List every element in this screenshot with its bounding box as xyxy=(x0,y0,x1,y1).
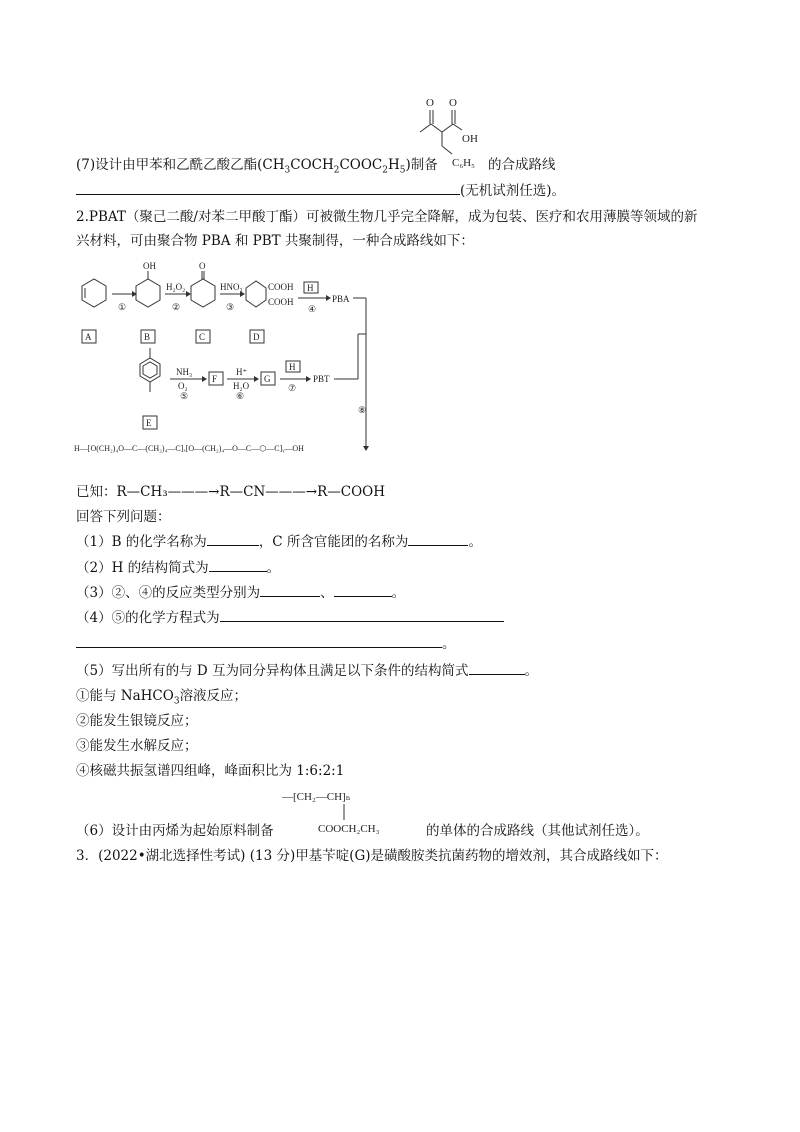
answer-blank[interactable] xyxy=(207,531,259,546)
question-4: （4）⑤的化学方程式为 xyxy=(76,607,504,628)
condition-4: ④核磁共振氢谱四组峰，峰面积比为 1:6:2:1 xyxy=(76,763,345,779)
svg-text:PBA: PBA xyxy=(332,294,350,304)
prompt: 回答下列问题： xyxy=(76,509,171,525)
svg-text:③: ③ xyxy=(226,302,235,312)
answer-blank[interactable] xyxy=(260,582,320,597)
svg-text:①: ① xyxy=(118,302,127,312)
known-rule: 已知：R—CH₃———→R—CN———→R—COOH xyxy=(76,484,386,500)
svg-text:O: O xyxy=(199,261,206,271)
pbat-polymer: H—[O(CH₂)₄O—C—(CH₂)₄—C]ₓ[O—(CH₂)₄—O—C—⬡—C]ᵧ—OH xyxy=(74,444,304,453)
answer-blank[interactable] xyxy=(220,607,504,622)
condition-2: ②能发生银镜反应； xyxy=(76,713,198,729)
q7-o2: O xyxy=(449,97,457,109)
svg-text:D: D xyxy=(253,332,260,342)
answer-blank[interactable] xyxy=(209,557,267,572)
svg-text:④: ④ xyxy=(308,304,317,314)
question-3: （3）②、④的反应类型分别为 、 。 xyxy=(76,582,405,603)
question-5: （5）写出所有的与 D 互为同分异构体且满足以下条件的结构简式 。 xyxy=(76,660,538,681)
polymer-structure xyxy=(282,786,432,838)
q7-c6h5: C₆H₅ xyxy=(452,157,475,169)
question-2: （2）H 的结构简式为 。 xyxy=(76,557,280,578)
svg-text:C: C xyxy=(199,332,206,342)
svg-text:⑤: ⑤ xyxy=(180,391,189,401)
answer-blank[interactable] xyxy=(334,582,392,597)
svg-text:H⁺: H⁺ xyxy=(236,367,248,377)
svg-text:OH: OH xyxy=(143,261,156,271)
svg-text:H: H xyxy=(307,283,314,293)
svg-text:A: A xyxy=(85,332,92,342)
q7-line2: (无机试剂任选)。 xyxy=(76,180,565,201)
svg-text:H₂O₂: H₂O₂ xyxy=(166,282,186,292)
question-6b: 的单体的合成路线（其他试剂任选）。 xyxy=(426,823,649,839)
svg-text:E: E xyxy=(146,418,152,428)
answer-blank[interactable] xyxy=(469,660,525,675)
answer-blank[interactable] xyxy=(76,180,460,195)
q7-o1: O xyxy=(426,97,434,109)
svg-text:F: F xyxy=(212,374,218,384)
svg-text:⑥: ⑥ xyxy=(236,391,245,401)
answer-blank[interactable] xyxy=(76,633,442,648)
svg-text:O₂: O₂ xyxy=(178,381,188,391)
svg-text:H: H xyxy=(289,362,296,372)
q7-line1: (7)设计由甲苯和乙酰乙酸乙酯$(CH_3COCH_2COOC_2H_5)$制备 xyxy=(76,157,438,176)
q2-intro2: 兴材料，可由聚合物 PBA 和 PBT 共聚制得，一种合成路线如下： xyxy=(76,233,474,249)
svg-text:NH₃: NH₃ xyxy=(176,367,193,377)
svg-text:COOH: COOH xyxy=(268,282,294,292)
svg-text:PBT: PBT xyxy=(313,374,330,384)
q7-tail: 的合成路线 xyxy=(488,157,556,173)
q7-oh: OH xyxy=(462,133,478,145)
svg-text:HNO₃: HNO₃ xyxy=(220,282,243,292)
question-3-header: 3．(2022•湖北选择性考试) (13 分)甲基苄啶(G)是磺酸胺类抗菌药物的增效剂，其合成路线如下： xyxy=(76,848,668,864)
svg-text:B: B xyxy=(144,332,151,342)
svg-text:⑦: ⑦ xyxy=(288,383,297,393)
question-1: （1）B 的化学名称为 ，C 所含官能团的名称为 。 xyxy=(76,531,482,552)
q2-intro1: 2.PBAT（聚己二酸/对苯二甲酸丁酯）可被微生物几乎完全降解，成为包装、医疗和农用薄膜等领域的新 xyxy=(76,209,698,225)
question-4-line2: 。 xyxy=(76,633,456,654)
svg-text:⑧: ⑧ xyxy=(358,405,367,415)
svg-text:H₂O: H₂O xyxy=(233,381,250,391)
svg-text:COOH: COOH xyxy=(268,297,294,307)
reaction-scheme xyxy=(70,258,390,476)
condition-1: ①能与 NaHCO$_3$溶液反应； xyxy=(76,688,248,707)
svg-text:COOCH₂CH₃: COOCH₂CH₃ xyxy=(318,823,380,835)
svg-text:G: G xyxy=(264,374,271,384)
svg-text:②: ② xyxy=(172,302,181,312)
cyclohexene-ring xyxy=(82,279,106,307)
condition-3: ③能发生水解反应； xyxy=(76,738,198,754)
svg-text:—[CH₂—CH]ₙ: —[CH₂—CH]ₙ xyxy=(282,791,351,803)
answer-blank[interactable] xyxy=(408,531,468,546)
question-6a: （6）设计由丙烯为起始原料制备 xyxy=(76,823,274,839)
